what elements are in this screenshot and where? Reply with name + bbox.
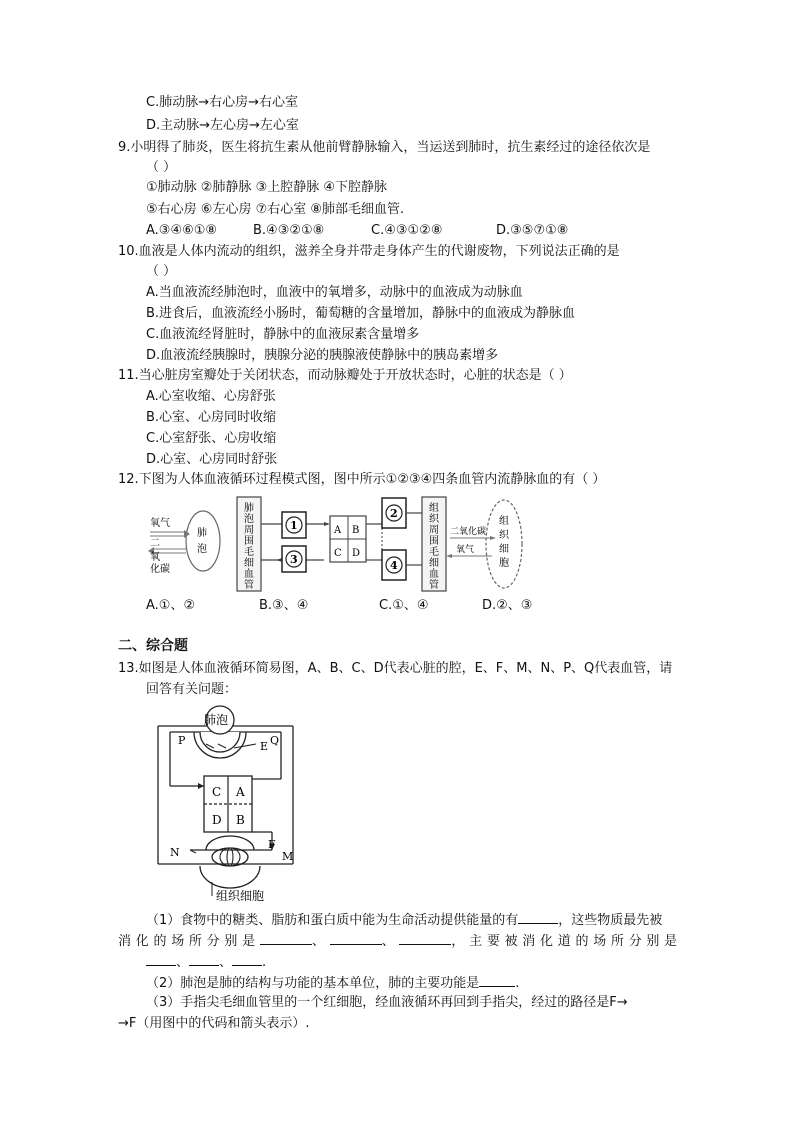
vessel-3-label: 3 [290,553,298,566]
heart-chamber-c: C [334,548,342,559]
q8-option-c: C.肺动脉→右心房→右心室 [146,95,298,110]
tissueCap-char: 周 [429,525,439,536]
q13-part1-text-e: 、 [381,934,395,949]
q11-option-b: B.心室、心房同时收缩 [146,410,277,425]
q8-option-d: D.主动脉→左心房→左心室 [146,118,299,133]
q9-option-c: C.④③①②⑧ [371,223,443,238]
q13-part2-text-b: . [515,976,520,991]
tissue-cell-label [499,515,510,569]
vessel-f-label: F [268,838,276,851]
q13-blank-7[interactable] [232,952,262,966]
tissueCell-char: 胞 [499,558,509,569]
q13-part1-text-h: 、 [219,955,233,970]
heart-chamber-a: A [334,525,342,536]
lungCap-char: 血 [244,569,254,580]
lungCap-char: 肺 [244,503,254,514]
q13-blank-6[interactable] [189,952,219,966]
vessel-q-label: Q [270,734,280,747]
q9-option-a: A.③④⑥①⑧ [146,223,218,238]
q13-part1-text-b: ，这些物质最先被 [558,913,663,928]
heart-a-label: A [236,785,245,799]
tissue-cell-label: 组织细胞 [216,889,265,903]
oxygen-label-right: 氧气 [456,545,475,555]
q11-stem: 11.当心脏房室瓣处于关闭状态，而动脉瓣处于开放状态时，心脏的状态是（ ） [118,368,572,383]
q10-option-a: A.当血液流经肺泡时，血液中的氧增多，动脉中的血液成为动脉血 [146,285,523,300]
tissueCap-char: 围 [429,536,439,547]
alveolus-label: 肺泡 [204,713,229,727]
vessel-p-label: P [178,734,186,747]
lungCap-char: 管 [244,580,254,591]
q13-part1-line1 [146,910,662,930]
lungCap-char: 周 [244,525,254,536]
q13-part1-text-a: （1）食物中的糖类、脂肪和蛋白质中能为生命活动提供能量的有 [146,913,519,928]
q13-part1-text-f: ， 主 要 被 消 化 道 的 场 所 分 别 是 [451,934,678,949]
q10-stem: 10.血液是人体内流动的组织，滋养全身并带走身体产生的代谢废物，下列说法正确的是 [118,244,620,259]
tissueCap-char: 管 [429,580,439,591]
q9-list-2: ⑤右心房 ⑥左心房 ⑦右心室 ⑧肺部毛细血管. [146,202,405,217]
q9-option-b: B.④③②①⑧ [253,223,325,238]
q13-part1-line3 [146,952,266,972]
vessel-4-label: 4 [390,559,398,572]
q13-part3-line2: →F（用图中的代码和箭头表示）. [118,1016,310,1031]
tissueCell-char: 细 [499,544,509,555]
alveolus-label-2: 泡 [197,544,207,555]
q12-circulation-diagram [146,494,526,596]
tissueCell-char: 织 [499,530,509,541]
q13-part3-line1: （3）手指尖毛细血管里的一个红细胞，经血液循环再回到手指尖，经过的路径是F→ [146,995,628,1010]
q13-part1-text-d: 、 [311,934,326,949]
q12-option-d: D.②、③ [482,598,533,613]
q10-option-b: B.进食后，血液流经小肠时，葡萄糖的含量增加，静脉中的血液成为静脉血 [146,306,576,321]
co2-label-left-3: 化碳 [150,564,170,575]
q13-blank-5[interactable] [146,952,176,966]
q13-blank-1[interactable] [518,910,558,924]
lungCap-char: 围 [244,536,254,547]
q9-answer-paren: （ ） [146,160,177,175]
section-2-title: 二、综合题 [118,638,188,654]
vessel-m-label: M [282,850,294,863]
heart-d-label: D [212,813,222,827]
co2-label-left-1: 二 [150,538,160,549]
heart-chamber-d: D [352,548,361,559]
q13-stem-2: 回答有关问题： [146,682,238,697]
q13-part1-line2 [118,931,677,951]
q13-part1-text-i: . [262,955,267,970]
q13-circulation-diagram [148,704,308,904]
tissueCap-char: 细 [429,558,439,569]
q13-part1-text-g: 、 [176,955,190,970]
q9-stem: 9.小明得了肺炎，医生将抗生素从他前臂静脉输入，当运送到肺时，抗生素经过的途径依次是 [118,140,651,155]
oxygen-label-left: 氧气 [150,518,170,529]
vessel-1-label: 1 [290,519,298,532]
q13-blank-8[interactable] [479,973,515,987]
q10-option-c: C.血液流经肾脏时，静脉中的血液尿素含量增多 [146,327,420,342]
q9-option-d: D.③⑤⑦①⑧ [496,223,569,238]
q13-blank-4[interactable] [399,931,451,945]
q12-option-c: C.①、④ [379,598,429,613]
q11-option-a: A.心室收缩、心房舒张 [146,389,276,404]
q13-part2 [146,973,519,993]
lungCap-char: 细 [244,558,254,569]
heart-b-label: B [236,813,245,827]
tissueCap-char: 组 [429,503,439,514]
lungCap-char: 毛 [244,547,254,558]
q10-option-d: D.血液流经胰腺时，胰腺分泌的胰腺液使静脉中的胰岛素增多 [146,348,499,363]
vessel-e-label: E [260,740,269,753]
vessel-n-label: N [170,846,180,859]
co2-label-right: 二氧化碳 [450,527,487,537]
q12-option-a: A.①、② [146,598,196,613]
heart-chamber-b: B [352,525,360,536]
tissueCell-char: 组 [499,516,509,527]
tissueCap-char: 织 [429,514,439,525]
q13-part1-text-c: 消 化 的 场 所 分 别 是 [118,934,256,949]
q13-part2-text-a: （2）肺泡是肺的结构与功能的基本单位，肺的主要功能是 [146,976,480,991]
q11-option-c: C.心室舒张、心房收缩 [146,431,277,446]
q13-blank-2[interactable] [260,931,312,945]
q10-answer-paren: （ ） [146,264,177,279]
q13-blank-3[interactable] [330,931,382,945]
tissueCap-char: 血 [429,569,439,580]
co2-label-left-2: 氧 [150,552,160,563]
lungCap-char: 泡 [244,514,254,525]
lung-capillary-label [244,501,254,591]
tissue-capillary-label [429,502,440,591]
q13-stem-1: 13.如图是人体血液循环简易图，A、B、C、D代表心脏的腔，E、F、M、N、P、Q代表血管，请 [118,661,673,676]
q12-stem: 12.下图为人体血液循环过程模式图，图中所示①②③④四条血管内流静脉血的有（ ） [118,472,606,487]
q12-option-b: B.③、④ [259,598,309,613]
vessel-2-label: 2 [390,507,398,520]
tissueCap-char: 毛 [429,547,439,558]
heart-c-label: C [212,785,222,799]
q11-option-d: D.心室、心房同时舒张 [146,452,278,467]
alveolus-label-1: 肺 [197,528,207,539]
q9-list-1: ①肺动脉 ②肺静脉 ③上腔静脉 ④下腔静脉 [146,180,388,195]
